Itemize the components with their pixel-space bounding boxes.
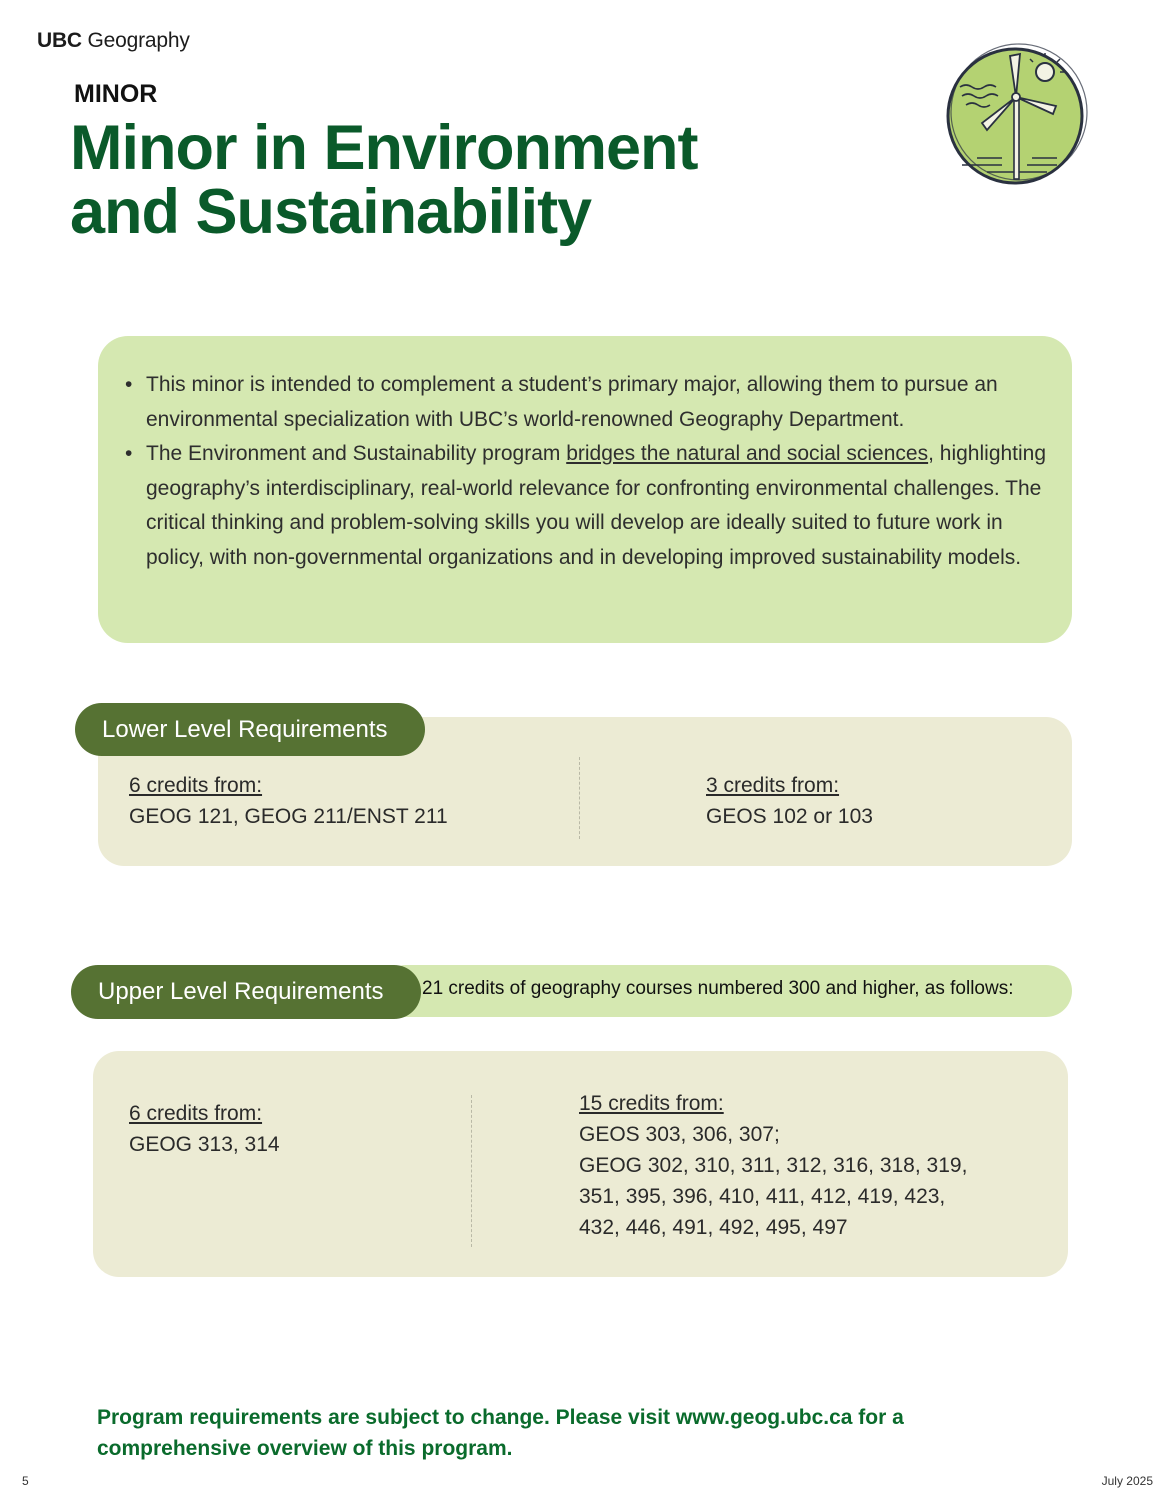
department-logo-ubc: UBC [37,29,82,52]
lower-requirements-heading: Lower Level Requirements [75,703,425,756]
bullet-icon: • [125,373,133,396]
page-title-line-1: Minor in Environment [70,113,698,183]
upper-right-credits-heading: 15 credits from: [579,1092,724,1115]
program-overview-box [98,336,1072,643]
upper-column-divider [471,1095,472,1247]
upper-requirements-heading: Upper Level Requirements [71,965,421,1019]
page-title-line-2: and Sustainability [70,177,592,247]
overview-item-2 [125,437,1065,575]
lower-column-divider [579,757,580,839]
upper-left-credits-heading: 6 credits from: [129,1102,263,1125]
lower-right-column [706,770,873,832]
upper-right-course-line: 432, 446, 491, 492, 495, 497 [579,1216,848,1239]
lower-right-courses: GEOS 102 or 103 [706,805,873,828]
upper-left-column [129,1098,280,1160]
bullet-icon: • [125,442,133,465]
upper-right-course-line: 351, 395, 396, 410, 411, 412, 419, 423, [579,1185,946,1208]
lower-left-column [129,770,448,832]
overview-item-2-text-end: , highlighting geography’s interdisciplinary, real-world relevance for confronting environmental challenges. The critical thinking and problem-solving skills you will develop are ideally suited to future work in policy, with non-governmental organizations and in developing improved sustainability models. [146,442,1047,569]
natural-social-sciences-link[interactable]: bridges the natural and social sciences [566,442,929,465]
publication-date: July 2025 [1101,1474,1153,1488]
department-logo-name: Geography [87,29,190,52]
upper-right-column [579,1088,967,1243]
overview-list [125,368,1065,575]
page-title [70,113,698,247]
upper-requirements-summary: 21 credits of geography courses numbered 300 and higher, as follows: [422,978,1014,999]
page-number: 5 [22,1474,29,1488]
overview-item-2-text-start: The Environment and Sustainability program [146,442,567,465]
lower-right-credits-heading: 3 credits from: [706,774,840,797]
overview-item-1 [125,368,1065,437]
department-logo [37,29,190,53]
footer-note: Program requirements are subject to change. Please visit www.geog.ubc.ca for a comprehensive overview of this program. [97,1406,904,1460]
lower-left-credits-heading: 6 credits from: [129,774,263,797]
wind-turbine-icon [932,40,1102,190]
upper-right-course-line: GEOG 302, 310, 311, 312, 316, 318, 319, [579,1154,968,1177]
upper-right-course-line: GEOS 303, 306, 307; [579,1123,780,1146]
upper-left-courses: GEOG 313, 314 [129,1133,280,1156]
lower-left-courses: GEOG 121, GEOG 211/ENST 211 [129,805,448,828]
program-type-label: MINOR [74,80,158,108]
overview-item-1-text: This minor is intended to complement a student’s primary major, allowing them to pursue an environmental specialization with UBC’s world-renowned Geography Department. [146,373,998,431]
